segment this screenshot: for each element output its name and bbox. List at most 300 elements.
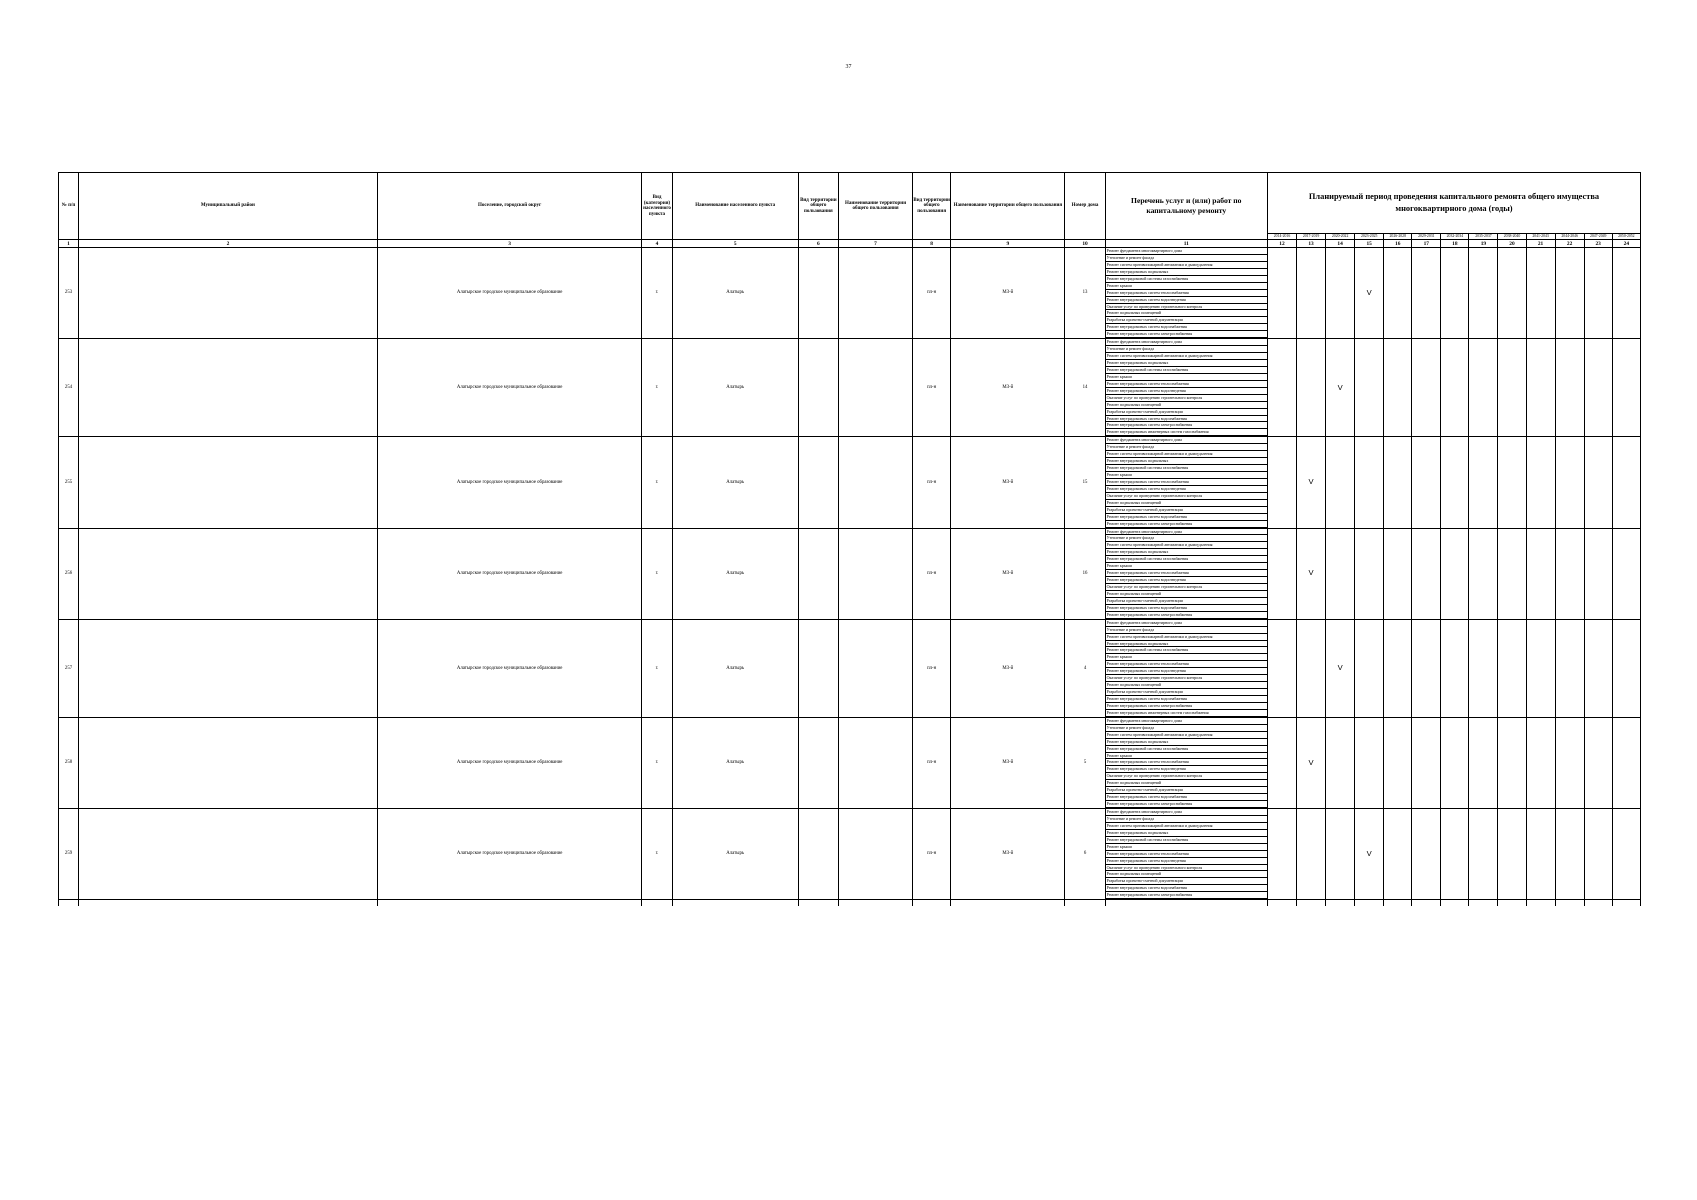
work-item: Утепление и ремонт фасада (1106, 725, 1267, 732)
cell-settlement: Алатырское городское муниципальное образование (377, 619, 642, 717)
period-4: 2023-2025 (1355, 234, 1384, 240)
cell-street-name: МЗ-й (951, 248, 1065, 339)
period-cell (1612, 619, 1640, 717)
period-cell (1355, 619, 1384, 717)
period-cell (1612, 339, 1640, 437)
empty-cell (1297, 900, 1326, 907)
table-row (59, 619, 1641, 717)
period-cell (1412, 248, 1441, 339)
cell-street-type (798, 437, 838, 528)
cell-street-name: МЗ-й (951, 809, 1065, 900)
column-number-9: 9 (951, 240, 1065, 248)
column-number-22: 22 (1555, 240, 1584, 248)
period-cell (1441, 528, 1469, 619)
period-cell (1612, 809, 1640, 900)
work-item: Ремонт подвальных помещений (1106, 310, 1267, 317)
period-cell (1469, 437, 1498, 528)
cell-settlement: Алатырское городское муниципальное образование (377, 809, 642, 900)
period-cell (1441, 809, 1469, 900)
period-cell (1267, 528, 1296, 619)
header-locality-type: Вид (категория) населенного пункта (642, 173, 672, 240)
work-item: Ремонт внутридомовых систем электроснабжения (1106, 801, 1267, 808)
period-mark: V (1355, 248, 1384, 339)
empty-cell (1441, 900, 1469, 907)
work-item: Ремонт фундамента многоквартирного дома (1106, 248, 1267, 255)
cell-street-type-name (838, 717, 912, 808)
cell-district (79, 619, 378, 717)
column-number-19: 19 (1469, 240, 1498, 248)
period-mark: V (1355, 809, 1384, 900)
empty-cell (1469, 900, 1498, 907)
work-item: Ремонт систем противопожарной автоматики и дымоудаления (1106, 634, 1267, 641)
cell-house-no: 6 (1065, 809, 1105, 900)
cell-street-name: МЗ-й (951, 717, 1065, 808)
period-8: 2035-2037 (1469, 234, 1498, 240)
period-cell (1326, 248, 1355, 339)
period-cell (1384, 717, 1412, 808)
work-item: Утепление и ремонт фасада (1106, 535, 1267, 542)
work-item: Ремонт внутридомовых систем теплоснабжения (1106, 661, 1267, 668)
column-number-23: 23 (1584, 240, 1612, 248)
table-row (59, 437, 1641, 528)
empty-cell (1384, 900, 1412, 907)
period-cell (1384, 619, 1412, 717)
cell-street-type-name (838, 528, 912, 619)
work-item: Ремонт внутридомовых систем водоснабжения (1106, 794, 1267, 801)
work-item: Ремонт внутридомовых систем теплоснабжения (1106, 570, 1267, 577)
period-cell (1412, 619, 1441, 717)
period-cell (1267, 339, 1296, 437)
cell-street-type-name (838, 248, 912, 339)
cell-no: 253 (59, 248, 79, 339)
cell-works-list (1105, 717, 1267, 808)
work-item: Ремонт внутридомовых систем электроснабжения (1106, 422, 1267, 429)
work-item: Оказание услуг по проведению строительного контроля (1106, 865, 1267, 872)
cell-locality-name: Алатырь (672, 717, 798, 808)
work-item: Разработка проектно-сметной документации (1106, 409, 1267, 416)
work-item: Ремонт внутридомовых систем водоснабжения (1106, 324, 1267, 331)
period-cell (1267, 248, 1296, 339)
work-item: Ремонт внутридомовых подвальных (1106, 360, 1267, 367)
cell-street-kind: пл-н (913, 809, 951, 900)
cell-street-kind: пл-н (913, 717, 951, 808)
period-cell (1498, 717, 1526, 808)
work-item: Ремонт внутридомовых систем водоотведения (1106, 388, 1267, 395)
header-street-kind: Вид территории общего пользования (913, 173, 951, 240)
empty-cell (1584, 900, 1612, 907)
work-item: Ремонт крыши (1106, 753, 1267, 760)
cell-house-no: 5 (1065, 717, 1105, 808)
column-number-15: 15 (1355, 240, 1384, 248)
cell-locality-type: г. (642, 809, 672, 900)
period-cell (1267, 809, 1296, 900)
work-item: Ремонт внутридомовых систем теплоснабжения (1106, 851, 1267, 858)
period-cell (1612, 437, 1640, 528)
period-cell (1469, 528, 1498, 619)
table-row (59, 528, 1641, 619)
work-item: Оказание услуг по проведению строительного контроля (1106, 675, 1267, 682)
period-cell (1384, 528, 1412, 619)
work-item: Ремонт фундамента многоквартирного дома (1106, 620, 1267, 627)
period-cell (1584, 717, 1612, 808)
empty-cell (1412, 900, 1441, 907)
period-mark: V (1297, 717, 1326, 808)
work-item: Ремонт внутридомовой системы газоснабжения (1106, 465, 1267, 472)
period-cell (1355, 437, 1384, 528)
cell-locality-type: г. (642, 528, 672, 619)
column-number-11: 11 (1105, 240, 1267, 248)
work-item: Ремонт систем противопожарной автоматики и дымоудаления (1106, 732, 1267, 739)
period-cell (1555, 809, 1584, 900)
empty-cell (838, 900, 912, 907)
cell-works-list (1105, 248, 1267, 339)
cell-settlement: Алатырское городское муниципальное образование (377, 248, 642, 339)
period-cell (1526, 717, 1555, 808)
cell-street-type (798, 809, 838, 900)
cell-street-type (798, 528, 838, 619)
period-9: 2038-2040 (1498, 234, 1526, 240)
period-cell (1384, 437, 1412, 528)
period-cell (1441, 248, 1469, 339)
empty-cell (1555, 900, 1584, 907)
continuation-row (59, 900, 1641, 907)
work-item: Ремонт внутридомовой системы газоснабжения (1106, 556, 1267, 563)
work-item: Ремонт фундамента многоквартирного дома (1106, 339, 1267, 346)
period-7: 2032-2034 (1441, 234, 1469, 240)
work-item: Ремонт внутридомовых систем водоснабжения (1106, 514, 1267, 521)
period-cell (1297, 809, 1326, 900)
period-2: 2017-2019 (1297, 234, 1326, 240)
work-item: Ремонт внутридомовых систем водоотведения (1106, 668, 1267, 675)
cell-locality-type: г. (642, 248, 672, 339)
period-cell (1498, 437, 1526, 528)
work-item: Ремонт внутридомовой системы газоснабжения (1106, 276, 1267, 283)
cell-works-list (1105, 339, 1267, 437)
cell-house-no: 16 (1065, 528, 1105, 619)
work-item: Ремонт фундамента многоквартирного дома (1106, 529, 1267, 536)
work-item: Ремонт внутридомовой системы газоснабжения (1106, 367, 1267, 374)
work-item: Разработка проектно-сметной документации (1106, 507, 1267, 514)
cell-street-type-name (838, 619, 912, 717)
work-item: Ремонт внутридомовой системы газоснабжения (1106, 837, 1267, 844)
header-house-no: Номер дома (1065, 173, 1105, 240)
cell-locality-name: Алатырь (672, 619, 798, 717)
cell-district (79, 528, 378, 619)
header-district: Муниципальный район (79, 173, 378, 240)
empty-cell (913, 900, 951, 907)
work-item: Ремонт внутридомовых подвальных (1106, 269, 1267, 276)
cell-works-list (1105, 528, 1267, 619)
period-cell (1297, 248, 1326, 339)
cell-street-type (798, 339, 838, 437)
period-13: 2050-2052 (1612, 234, 1640, 240)
cell-locality-name: Алатырь (672, 248, 798, 339)
header-plan: Планируемый период проведения капитального ремонта общего имущества многоквартирного дома (годы) (1267, 173, 1640, 234)
work-item: Оказание услуг по проведению строительного контроля (1106, 493, 1267, 500)
header-locality-name: Наименование населенного пункта (672, 173, 798, 240)
period-cell (1498, 339, 1526, 437)
period-cell (1469, 339, 1498, 437)
work-item: Ремонт внутридомовых систем водоотведения (1106, 766, 1267, 773)
cell-street-type (798, 248, 838, 339)
empty-cell (1326, 900, 1355, 907)
period-cell (1469, 619, 1498, 717)
period-cell (1267, 717, 1296, 808)
period-10: 2041-2043 (1526, 234, 1555, 240)
period-mark: V (1297, 437, 1326, 528)
empty-cell (672, 900, 798, 907)
work-item: Ремонт внутридомовых систем водоснабжения (1106, 696, 1267, 703)
column-number-8: 8 (913, 240, 951, 248)
work-item: Ремонт внутридомовой системы газоснабжения (1106, 647, 1267, 654)
work-item: Ремонт фундамента многоквартирного дома (1106, 437, 1267, 444)
period-cell (1555, 248, 1584, 339)
cell-house-no: 14 (1065, 339, 1105, 437)
empty-cell (1612, 900, 1640, 907)
empty-cell (642, 900, 672, 907)
work-item: Ремонт внутридомовых систем электроснабжения (1106, 521, 1267, 528)
cell-settlement: Алатырское городское муниципальное образование (377, 717, 642, 808)
period-6: 2029-2031 (1412, 234, 1441, 240)
period-cell (1526, 437, 1555, 528)
work-item: Ремонт внутридомовых систем водоотведения (1106, 486, 1267, 493)
work-item: Ремонт систем противопожарной автоматики и дымоудаления (1106, 353, 1267, 360)
table-row (59, 809, 1641, 900)
empty-cell (798, 900, 838, 907)
column-number-row (59, 240, 1641, 248)
cell-locality-name: Алатырь (672, 437, 798, 528)
period-mark: V (1326, 339, 1355, 437)
period-cell (1267, 437, 1296, 528)
header-street-type: Вид территории общего пользования (798, 173, 838, 240)
work-item: Ремонт подвальных помещений (1106, 591, 1267, 598)
period-cell (1498, 619, 1526, 717)
header-street-type-name: Наименование территории общего пользования (838, 173, 912, 240)
column-number-12: 12 (1267, 240, 1296, 248)
work-item: Ремонт внутридомовых инженерных систем газоснабжения (1106, 429, 1267, 436)
cell-no: 257 (59, 619, 79, 717)
work-item: Разработка проектно-сметной документации (1106, 317, 1267, 324)
work-item: Утепление и ремонт фасада (1106, 816, 1267, 823)
cell-settlement: Алатырское городское муниципальное образование (377, 528, 642, 619)
period-3: 2020-2022 (1326, 234, 1355, 240)
work-item: Утепление и ремонт фасада (1106, 444, 1267, 451)
period-cell (1412, 717, 1441, 808)
work-item: Ремонт внутридомовых систем водоснабжения (1106, 885, 1267, 892)
column-number-14: 14 (1326, 240, 1355, 248)
work-item: Ремонт внутридомовых систем электроснабжения (1106, 331, 1267, 338)
work-item: Ремонт крыши (1106, 374, 1267, 381)
column-number-20: 20 (1498, 240, 1526, 248)
period-cell (1326, 437, 1355, 528)
period-cell (1584, 248, 1612, 339)
period-11: 2044-2046 (1555, 234, 1584, 240)
work-item: Ремонт внутридомовых систем водоотведения (1106, 577, 1267, 584)
work-item: Разработка проектно-сметной документации (1106, 878, 1267, 885)
cell-district (79, 717, 378, 808)
period-cell (1555, 528, 1584, 619)
period-cell (1469, 809, 1498, 900)
work-item: Ремонт внутридомовых систем теплоснабжения (1106, 479, 1267, 486)
period-cell (1469, 717, 1498, 808)
period-cell (1555, 619, 1584, 717)
period-cell (1412, 528, 1441, 619)
period-cell (1612, 248, 1640, 339)
period-cell (1555, 339, 1584, 437)
period-cell (1584, 528, 1612, 619)
work-item: Ремонт внутридомовых подвальных (1106, 830, 1267, 837)
cell-house-no: 13 (1065, 248, 1105, 339)
header-settlement: Поселение, городской округ (377, 173, 642, 240)
column-number-17: 17 (1412, 240, 1441, 248)
cell-street-kind: пл-н (913, 528, 951, 619)
period-cell (1584, 809, 1612, 900)
table-row (59, 339, 1641, 437)
empty-cell (377, 900, 642, 907)
column-number-24: 24 (1612, 240, 1640, 248)
work-item: Ремонт подвальных помещений (1106, 871, 1267, 878)
work-item: Ремонт крыши (1106, 563, 1267, 570)
period-cell (1584, 339, 1612, 437)
cell-no: 259 (59, 809, 79, 900)
work-item: Оказание услуг по проведению строительного контроля (1106, 304, 1267, 311)
cell-street-name: МЗ-й (951, 339, 1065, 437)
period-cell (1355, 528, 1384, 619)
header-works: Перечень услуг и (или) работ по капитальному ремонту (1105, 173, 1267, 240)
period-cell (1355, 339, 1384, 437)
period-cell (1526, 248, 1555, 339)
cell-locality-type: г. (642, 619, 672, 717)
header-row (59, 173, 1641, 234)
work-item: Разработка проектно-сметной документации (1106, 598, 1267, 605)
empty-cell (951, 900, 1065, 907)
work-item: Ремонт внутридомовых подвальных (1106, 458, 1267, 465)
work-item: Ремонт внутридомовых подвальных (1106, 641, 1267, 648)
period-12: 2047-2049 (1584, 234, 1612, 240)
work-item: Ремонт систем противопожарной автоматики и дымоудаления (1106, 823, 1267, 830)
cell-street-kind: пл-н (913, 619, 951, 717)
period-cell (1355, 717, 1384, 808)
period-cell (1526, 528, 1555, 619)
period-cell (1441, 717, 1469, 808)
period-cell (1384, 339, 1412, 437)
cell-street-name: МЗ-й (951, 528, 1065, 619)
work-item: Утепление и ремонт фасада (1106, 627, 1267, 634)
cell-district (79, 437, 378, 528)
column-number-5: 5 (672, 240, 798, 248)
table-row (59, 248, 1641, 339)
period-cell (1584, 619, 1612, 717)
page-number: 37 (845, 64, 852, 70)
empty-cell (1105, 900, 1267, 907)
work-item: Ремонт внутридомовых систем теплоснабжения (1106, 759, 1267, 766)
period-cell (1498, 248, 1526, 339)
period-mark: V (1326, 619, 1355, 717)
header-street-name: Наименование территории общего пользования (951, 173, 1065, 240)
column-number-1: 1 (59, 240, 79, 248)
empty-cell (1498, 900, 1526, 907)
work-item: Ремонт крыши (1106, 844, 1267, 851)
work-item: Ремонт внутридомовой системы газоснабжения (1106, 746, 1267, 753)
column-number-3: 3 (377, 240, 642, 248)
work-item: Утепление и ремонт фасада (1106, 346, 1267, 353)
empty-cell (1526, 900, 1555, 907)
empty-cell (1065, 900, 1105, 907)
period-cell (1612, 717, 1640, 808)
cell-street-type-name (838, 437, 912, 528)
period-cell (1412, 437, 1441, 528)
column-number-21: 21 (1526, 240, 1555, 248)
work-item: Оказание услуг по проведению строительного контроля (1106, 584, 1267, 591)
work-item: Ремонт систем противопожарной автоматики и дымоудаления (1106, 542, 1267, 549)
work-item: Ремонт систем противопожарной автоматики и дымоудаления (1106, 262, 1267, 269)
period-mark: V (1297, 528, 1326, 619)
work-item: Утепление и ремонт фасада (1106, 255, 1267, 262)
period-1: 2014-2016 (1267, 234, 1296, 240)
column-number-16: 16 (1384, 240, 1412, 248)
work-item: Ремонт подвальных помещений (1106, 682, 1267, 689)
work-item: Ремонт внутридомовых подвальных (1106, 549, 1267, 556)
period-cell (1326, 809, 1355, 900)
period-cell (1384, 248, 1412, 339)
period-cell (1584, 437, 1612, 528)
period-cell (1555, 717, 1584, 808)
period-cell (1412, 339, 1441, 437)
cell-locality-type: г. (642, 437, 672, 528)
period-cell (1526, 339, 1555, 437)
work-item: Ремонт внутридомовых систем теплоснабжения (1106, 290, 1267, 297)
cell-house-no: 4 (1065, 619, 1105, 717)
column-number-13: 13 (1297, 240, 1326, 248)
cell-locality-type: г. (642, 339, 672, 437)
cell-works-list (1105, 809, 1267, 900)
work-item: Разработка проектно-сметной документации (1106, 689, 1267, 696)
cell-street-kind: пл-н (913, 437, 951, 528)
work-item: Ремонт крыши (1106, 654, 1267, 661)
cell-district (79, 809, 378, 900)
work-item: Оказание услуг по проведению строительного контроля (1106, 773, 1267, 780)
period-cell (1555, 437, 1584, 528)
period-cell (1441, 437, 1469, 528)
empty-cell (1355, 900, 1384, 907)
cell-street-kind: пл-н (913, 248, 951, 339)
work-item: Разработка проектно-сметной документации (1106, 787, 1267, 794)
cell-works-list (1105, 619, 1267, 717)
cell-no: 256 (59, 528, 79, 619)
cell-no: 255 (59, 437, 79, 528)
period-cell (1469, 248, 1498, 339)
cell-locality-name: Алатырь (672, 339, 798, 437)
cell-street-type (798, 717, 838, 808)
work-item: Ремонт внутридомовых систем водоотведения (1106, 297, 1267, 304)
column-number-10: 10 (1065, 240, 1105, 248)
cell-street-name: МЗ-й (951, 437, 1065, 528)
work-item: Ремонт фундамента многоквартирного дома (1106, 809, 1267, 816)
work-item: Ремонт внутридомовых систем электроснабжения (1106, 703, 1267, 710)
work-item: Ремонт внутридомовых систем водоснабжения (1106, 416, 1267, 423)
cell-street-type (798, 619, 838, 717)
period-cell (1326, 528, 1355, 619)
cell-street-type-name (838, 809, 912, 900)
column-number-7: 7 (838, 240, 912, 248)
period-cell (1267, 619, 1296, 717)
work-item: Ремонт подвальных помещений (1106, 402, 1267, 409)
work-item: Ремонт подвальных помещений (1106, 780, 1267, 787)
empty-cell (79, 900, 378, 907)
period-cell (1441, 619, 1469, 717)
cell-district (79, 248, 378, 339)
cell-no: 258 (59, 717, 79, 808)
